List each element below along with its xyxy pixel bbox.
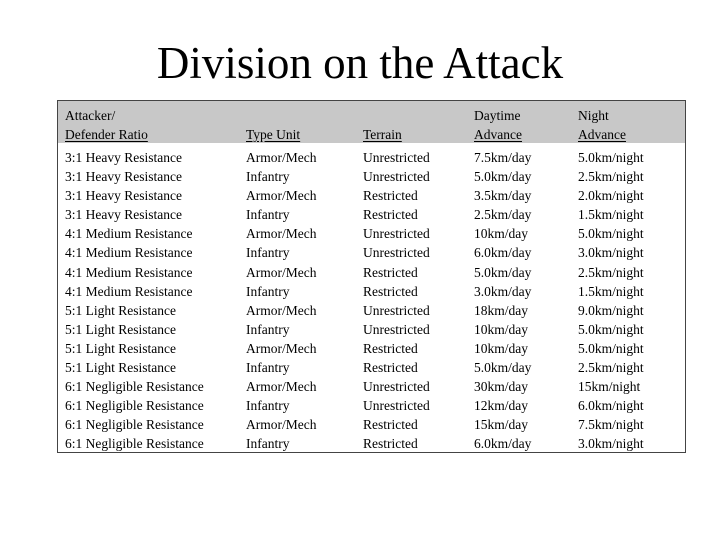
- cell-ratio: 4:1 Medium Resistance: [65, 226, 193, 242]
- cell-type-unit: Infantry: [246, 321, 290, 337]
- cell-terrain: Unrestricted: [363, 245, 430, 261]
- cell-type-unit: Infantry: [246, 245, 290, 261]
- cell-daytime-advance: 5.0km/day: [474, 264, 532, 280]
- table-row: [58, 358, 685, 377]
- table-row: [58, 263, 685, 282]
- cell-type-unit: Infantry: [246, 398, 290, 414]
- cell-type-unit: Armor/Mech: [246, 188, 317, 204]
- cell-night-advance: 5.0km/night: [578, 340, 644, 356]
- cell-type-unit: Armor/Mech: [246, 302, 317, 318]
- cell-daytime-advance: 3.5km/day: [474, 188, 532, 204]
- cell-night-advance: 2.5km/night: [578, 169, 644, 185]
- cell-terrain: Restricted: [363, 283, 418, 299]
- cell-terrain: Unrestricted: [363, 302, 430, 318]
- cell-night-advance: 2.0km/night: [578, 188, 644, 204]
- cell-night-advance: 1.5km/night: [578, 207, 644, 223]
- cell-type-unit: Armor/Mech: [246, 150, 317, 165]
- cell-ratio: 3:1 Heavy Resistance: [65, 150, 182, 165]
- cell-daytime-advance: 10km/day: [474, 226, 528, 242]
- cell-daytime-advance: 30km/day: [474, 379, 528, 395]
- table-row: [58, 167, 685, 186]
- cell-night-advance: 1.5km/night: [578, 283, 644, 299]
- cell-ratio: 6:1 Negligible Resistance: [65, 417, 204, 433]
- cell-type-unit: Armor/Mech: [246, 379, 317, 395]
- cell-night-advance: 7.5km/night: [578, 417, 644, 433]
- cell-daytime-advance: 10km/day: [474, 321, 528, 337]
- cell-terrain: Unrestricted: [363, 169, 430, 185]
- table-row: [58, 320, 685, 339]
- slide-title: Division on the Attack: [156, 38, 564, 88]
- cell-terrain: Restricted: [363, 360, 418, 376]
- cell-night-advance: 2.5km/night: [578, 360, 644, 376]
- header-ratio-line2: Defender Ratio: [65, 127, 148, 142]
- cell-type-unit: Infantry: [246, 283, 290, 299]
- cell-type-unit: Armor/Mech: [246, 340, 317, 356]
- cell-night-advance: 6.0km/night: [578, 398, 644, 414]
- cell-night-advance: 5.0km/night: [578, 226, 644, 242]
- cell-daytime-advance: 2.5km/day: [474, 207, 532, 223]
- table-row: [58, 301, 685, 320]
- cell-daytime-advance: 3.0km/day: [474, 283, 532, 299]
- cell-daytime-advance: 7.5km/day: [474, 150, 532, 165]
- cell-type-unit: Armor/Mech: [246, 417, 317, 433]
- table-row: [58, 339, 685, 358]
- cell-terrain: Unrestricted: [363, 398, 430, 414]
- cell-type-unit: Infantry: [246, 169, 290, 185]
- header-night-line2: Advance: [578, 127, 626, 142]
- table-row: [58, 224, 685, 243]
- table-header: [58, 101, 685, 143]
- header-daytime-line2: Advance: [474, 127, 522, 142]
- cell-night-advance: 3.0km/night: [578, 245, 644, 261]
- cell-daytime-advance: 5.0km/day: [474, 360, 532, 376]
- cell-ratio: 3:1 Heavy Resistance: [65, 207, 182, 223]
- cell-ratio: 6:1 Negligible Resistance: [65, 436, 204, 452]
- cell-night-advance: 15km/night: [578, 379, 641, 395]
- cell-ratio: 4:1 Medium Resistance: [65, 283, 193, 299]
- table-row: [58, 243, 685, 262]
- cell-night-advance: 5.0km/night: [578, 321, 644, 337]
- cell-terrain: Unrestricted: [363, 379, 430, 395]
- table-row: [58, 282, 685, 301]
- cell-daytime-advance: 6.0km/day: [474, 436, 532, 452]
- table-row: [58, 396, 685, 415]
- table-row: [58, 148, 685, 167]
- cell-daytime-advance: 12km/day: [474, 398, 528, 414]
- cell-ratio: 3:1 Heavy Resistance: [65, 169, 182, 185]
- cell-night-advance: 3.0km/night: [578, 436, 644, 452]
- cell-terrain: Unrestricted: [363, 226, 430, 242]
- cell-ratio: 5:1 Light Resistance: [65, 321, 176, 337]
- table-row: [58, 205, 685, 224]
- header-type-unit: Type Unit: [246, 127, 301, 142]
- cell-daytime-advance: 6.0km/day: [474, 245, 532, 261]
- cell-type-unit: Infantry: [246, 436, 290, 452]
- cell-terrain: Restricted: [363, 417, 418, 433]
- cell-terrain: Restricted: [363, 188, 418, 204]
- cell-ratio: 4:1 Medium Resistance: [65, 245, 193, 261]
- cell-night-advance: 2.5km/night: [578, 264, 644, 280]
- cell-ratio: 5:1 Light Resistance: [65, 302, 176, 318]
- cell-ratio: 5:1 Light Resistance: [65, 340, 176, 356]
- cell-night-advance: 5.0km/night: [578, 150, 644, 165]
- cell-ratio: 4:1 Medium Resistance: [65, 264, 193, 280]
- cell-type-unit: Armor/Mech: [246, 226, 317, 242]
- table-row: [58, 415, 685, 434]
- header-ratio-line1: Attacker/: [65, 108, 116, 123]
- header-night-line1: Night: [578, 108, 609, 123]
- cell-ratio: 3:1 Heavy Resistance: [65, 188, 182, 204]
- cell-ratio: 6:1 Negligible Resistance: [65, 398, 204, 414]
- cell-terrain: Restricted: [363, 340, 418, 356]
- cell-night-advance: 9.0km/night: [578, 302, 644, 318]
- cell-daytime-advance: 10km/day: [474, 340, 528, 356]
- advance-rates-table: [57, 100, 686, 453]
- cell-terrain: Unrestricted: [363, 321, 430, 337]
- cell-type-unit: Infantry: [246, 360, 290, 376]
- header-terrain: Terrain: [363, 127, 402, 142]
- cell-daytime-advance: 18km/day: [474, 302, 528, 318]
- cell-daytime-advance: 15km/day: [474, 417, 528, 433]
- cell-type-unit: Armor/Mech: [246, 264, 317, 280]
- cell-terrain: Restricted: [363, 264, 418, 280]
- table-row: [58, 434, 685, 453]
- cell-ratio: 5:1 Light Resistance: [65, 360, 176, 376]
- cell-terrain: Restricted: [363, 436, 418, 452]
- header-daytime-line1: Daytime: [474, 108, 521, 123]
- table-row: [58, 186, 685, 205]
- cell-terrain: Unrestricted: [363, 150, 430, 165]
- cell-daytime-advance: 5.0km/day: [474, 169, 532, 185]
- cell-terrain: Restricted: [363, 207, 418, 223]
- table-row: [58, 377, 685, 396]
- table-body: [58, 148, 685, 454]
- cell-type-unit: Infantry: [246, 207, 290, 223]
- cell-ratio: 6:1 Negligible Resistance: [65, 379, 204, 395]
